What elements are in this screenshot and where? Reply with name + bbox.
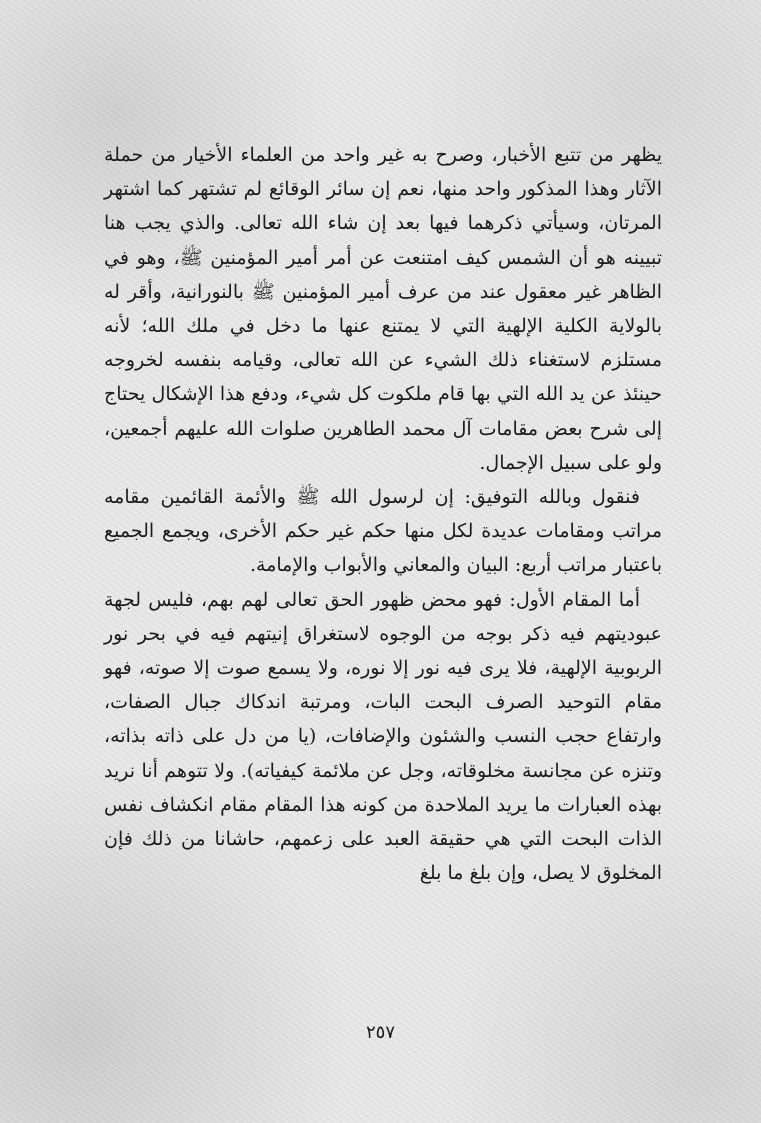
paragraph: فنقول وبالله التوفيق: إن لرسول الله ﷺ والأئمة القائمين مقامه مراتب ومقامات عديدة لكل منها حكم غير حكم الأخرى، ويجمع الجميع باعتبار مراتب أربع: البيان والمعاني والأبواب والإمامة. xyxy=(104,486,662,577)
paragraph: يظهر من تتبع الأخبار، وصرح به غير واحد من العلماء الأخيار من حملة الآثار وهذا المذكور واحد منها، نعم إن سائر الوقائع لم تشتهر كما اشتهر المرتان، وسيأتي ذكرهما فيها بعد إن شاء الله تعالى. والذي يجب هنا تبيينه هو أن الشمس كيف امتنعت عن أمر أمير المؤمنين ﷺ، وهو في الظاهر غير معقول عند من عرف أمير المؤمنين ﷺ بالنورانية، وأقر له بالولاية الكلية الإلهية التي لا يمتنع عنها ما دخل في ملك الله؛ لأنه مستلزم لاستغناء ذلك الشيء عن الله تعالى، وقيامه بنفسه لخروجه حينئذ عن يد الله التي بها قام ملكوت كل شيء، ودفع هذا الإشكال يحتاج إلى شرح بعض مقامات آل محمد الطاهرين صلوات الله عليهم أجمعين، ولو على سبيل الإجمال. xyxy=(104,144,662,474)
body-text xyxy=(104,138,662,890)
paragraph: أما المقام الأول: فهو محض ظهور الحق تعالى لهم بهم، فليس لجهة عبوديتهم فيه ذكر بوجه من الوجوه لاستغراق إنيتهم فيه في بحر نور الربوبية الإلهية، فلا يرى فيه نور إلا نوره، ولا يسمع صوت إلا صوته، فهو مقام التوحيد الصرف البحت البات، ومرتبة اندكاك جبال الصفات، وارتفاع حجب النسب والشئون والإضافات، (يا من دل على ذاته بذاته، وتنزه عن مجانسة مخلوقاته، وجل عن ملائمة كيفياته). ولا تتوهم أنا نريد بهذه العبارات ما يريد الملاحدة من كونه هذا المقام مقام انكشاف نفس الذات البحت التي هي حقيقة العبد على زعمهم، حاشانا من ذلك فإن المخلوق لا يصل، وإن بلغ ما بلغ xyxy=(104,588,662,885)
page-number: ٢٥٧ xyxy=(365,1022,395,1043)
